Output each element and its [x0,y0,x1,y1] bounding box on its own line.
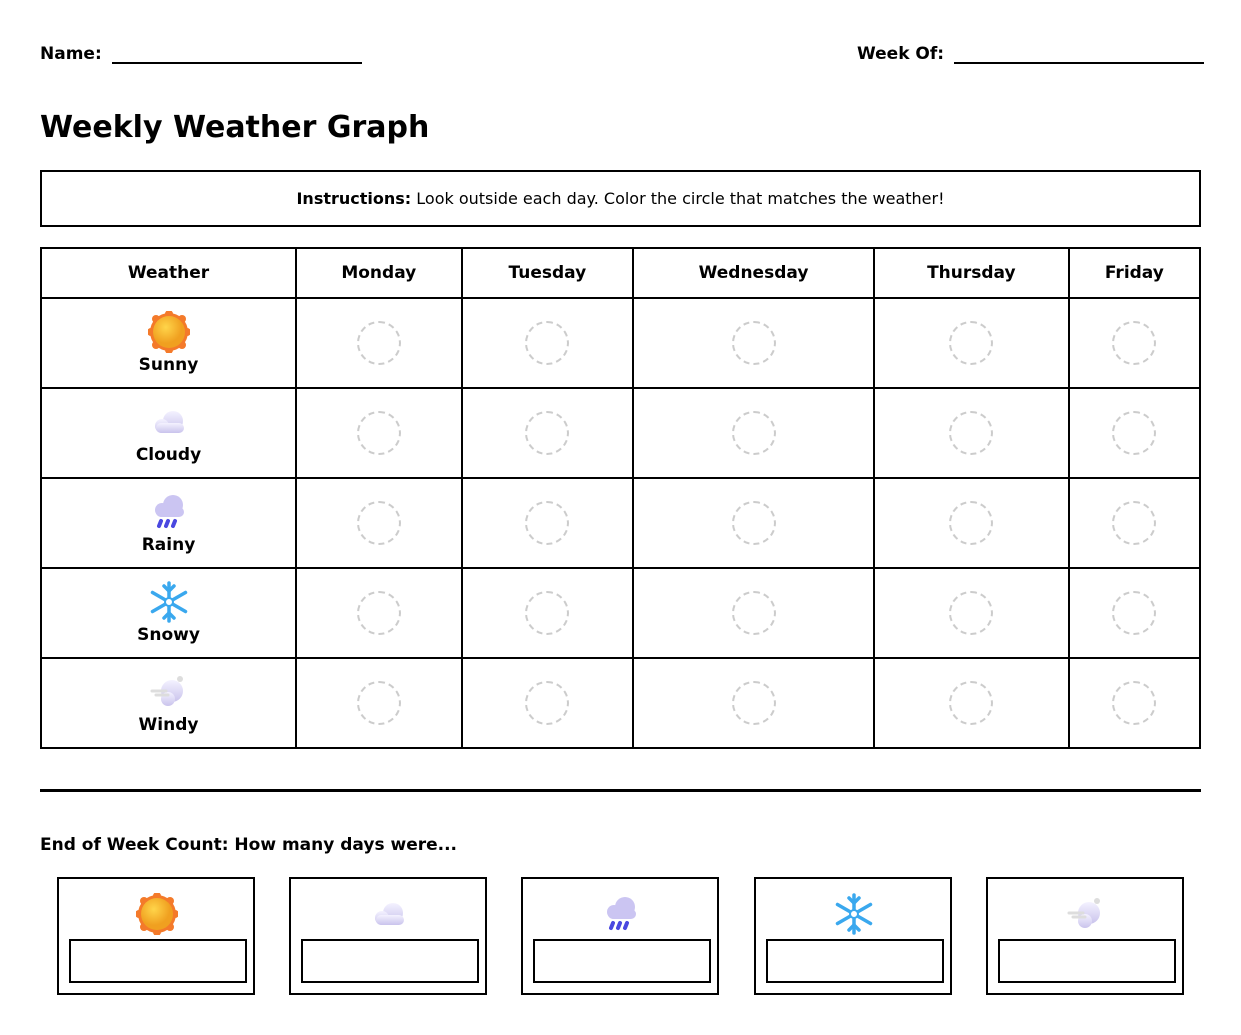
day-cell [874,568,1069,658]
name-field[interactable] [40,44,362,64]
day-cell [874,658,1069,748]
day-cell [633,478,874,568]
color-circle[interactable] [357,681,401,725]
week-line[interactable] [954,48,1204,64]
color-circle[interactable] [732,501,776,545]
color-circle[interactable] [525,681,569,725]
instructions-label: Instructions: [296,189,412,208]
sun-icon [148,311,190,353]
count-box [986,877,1184,995]
day-cell [462,388,634,478]
name-label: Name: [40,44,102,64]
day-cell [296,298,462,388]
day-cell [633,388,874,478]
count-heading: End of Week Count: How many days were... [40,835,458,855]
sun-icon [136,893,178,935]
weather-table [40,247,1201,749]
color-circle[interactable] [357,591,401,635]
color-circle[interactable] [949,321,993,365]
cloud-icon [148,401,190,443]
table-row [41,658,1200,748]
count-box [57,877,255,995]
day-cell [296,658,462,748]
day-cell [296,568,462,658]
page-title: Weekly Weather Graph [40,110,430,145]
count-input[interactable] [998,939,1176,983]
color-circle[interactable] [1112,501,1156,545]
column-header: Monday [296,248,462,298]
weather-label: Rainy [141,535,196,555]
day-cell [1069,388,1200,478]
wind-icon [148,671,190,713]
color-circle[interactable] [949,681,993,725]
color-circle[interactable] [732,411,776,455]
color-circle[interactable] [1112,681,1156,725]
wind-icon [1065,893,1107,935]
week-label: Week Of: [857,44,945,64]
color-circle[interactable] [357,501,401,545]
table-row [41,568,1200,658]
color-circle[interactable] [357,411,401,455]
day-cell [296,388,462,478]
color-circle[interactable] [525,321,569,365]
color-circle[interactable] [732,321,776,365]
day-cell [462,478,634,568]
weather-cell [41,388,296,478]
count-input[interactable] [69,939,247,983]
color-circle[interactable] [732,681,776,725]
color-circle[interactable] [1112,411,1156,455]
count-input[interactable] [301,939,479,983]
column-header: Friday [1069,248,1200,298]
day-cell [633,298,874,388]
divider [40,789,1201,792]
count-input[interactable] [533,939,711,983]
week-field[interactable] [857,44,1204,64]
weather-label: Windy [138,715,199,735]
color-circle[interactable] [525,411,569,455]
column-header: Thursday [874,248,1069,298]
color-circle[interactable] [1112,321,1156,365]
column-header: Tuesday [462,248,634,298]
name-line[interactable] [112,48,362,64]
count-box [521,877,719,995]
snowflake-icon [148,581,190,623]
color-circle[interactable] [949,411,993,455]
cloud-icon [368,893,410,935]
day-cell [1069,658,1200,748]
table-row [41,478,1200,568]
color-circle[interactable] [1112,591,1156,635]
day-cell [462,658,634,748]
day-cell [874,298,1069,388]
weather-label: Snowy [137,625,200,645]
column-header: Weather [41,248,296,298]
snowflake-icon [833,893,875,935]
color-circle[interactable] [525,501,569,545]
rain-cloud-icon [600,893,642,935]
table-row [41,298,1200,388]
weather-cell [41,658,296,748]
day-cell [462,298,634,388]
day-cell [296,478,462,568]
day-cell [1069,568,1200,658]
day-cell [1069,298,1200,388]
count-input[interactable] [766,939,944,983]
color-circle[interactable] [949,591,993,635]
weather-label: Sunny [138,355,199,375]
day-cell [1069,478,1200,568]
day-cell [633,658,874,748]
day-cell [633,568,874,658]
count-box [289,877,487,995]
day-cell [462,568,634,658]
instructions-box [40,170,1201,227]
column-header: Wednesday [633,248,874,298]
count-box [754,877,952,995]
rain-cloud-icon [148,491,190,533]
weather-cell [41,568,296,658]
day-cell [874,478,1069,568]
color-circle[interactable] [949,501,993,545]
weather-cell [41,478,296,568]
color-circle[interactable] [357,321,401,365]
day-cell [874,388,1069,478]
color-circle[interactable] [732,591,776,635]
weather-label: Cloudy [135,445,202,465]
instructions-text: Look outside each day. Color the circle that matches the weather! [411,189,945,208]
color-circle[interactable] [525,591,569,635]
table-row [41,388,1200,478]
weather-cell [41,298,296,388]
